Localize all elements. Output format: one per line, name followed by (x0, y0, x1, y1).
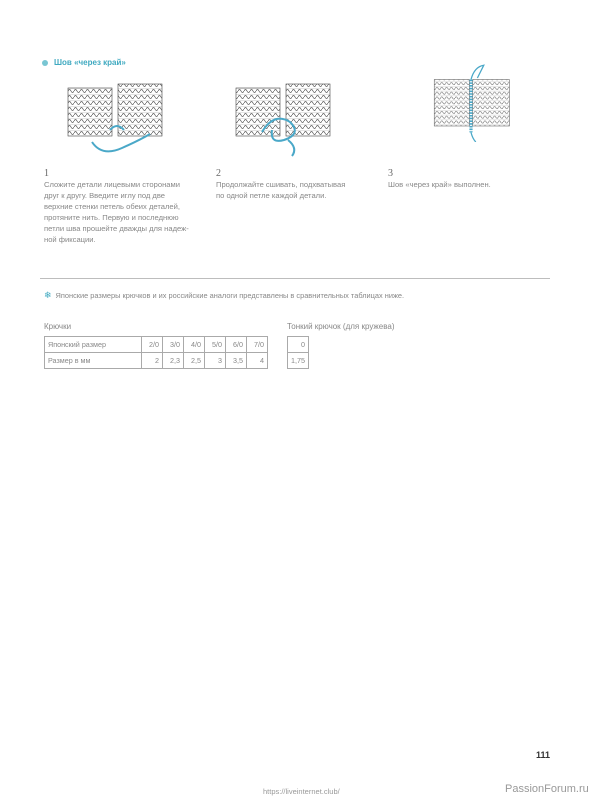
fine-hook-table-caption: Тонкий крючок (для кружева) (287, 322, 395, 331)
row-label: Японский размер (45, 337, 142, 353)
step-3 (388, 168, 558, 190)
page-number: 111 (536, 750, 551, 760)
fabric-piece-left (68, 88, 112, 136)
hooks-table (44, 336, 268, 369)
section-title (42, 58, 126, 67)
step-1-illustration (62, 82, 172, 162)
row-label: Размер в мм (45, 353, 142, 369)
table-row: Размер в мм 2 2,3 2,5 3 3,5 4 (45, 353, 268, 369)
step-number: 1 (44, 168, 49, 179)
step-1 (44, 168, 214, 245)
divider (40, 278, 550, 279)
snowflake-icon: ❄ (44, 290, 52, 300)
table-row: Японский размер 2/0 3/0 4/0 5/0 6/0 7/0 (45, 337, 268, 353)
table-row: 0 (288, 337, 309, 353)
step-number: 3 (388, 168, 393, 179)
step-3-illustration (420, 62, 530, 142)
step-2-illustration (232, 82, 342, 162)
footer-url: https://liveinternet.club/ (263, 787, 340, 796)
step-2 (216, 168, 386, 201)
table-row: 1,75 (288, 353, 309, 369)
step-description: Сложите детали лицевыми сторонами друг к другу. Введите иглу под две верхние стенки петель обеих деталей, протяните нить. Первую и последнюю петли шва прошейте дважды для надеж- ной фиксации. (44, 180, 189, 244)
bullet-dot-icon (42, 60, 48, 66)
yarn-strand (92, 134, 150, 151)
note-text: Японские размеры крючков и их российские аналоги представлены в сравнительных таблицах ниже. (55, 291, 405, 300)
hooks-table-caption: Крючки (44, 322, 72, 331)
fine-hook-table (287, 336, 309, 369)
step-description: Шов «через край» выполнен. (388, 180, 491, 189)
fabric-piece-right (118, 84, 162, 136)
step-number: 2 (216, 168, 221, 179)
step-description: Продолжайте сшивать, подхватывая по одной петле каждой детали. (216, 180, 346, 200)
hook-size-note (44, 290, 404, 301)
watermark: PassionForum.ru (505, 783, 589, 795)
section-title-text: Шов «через край» (54, 58, 126, 67)
